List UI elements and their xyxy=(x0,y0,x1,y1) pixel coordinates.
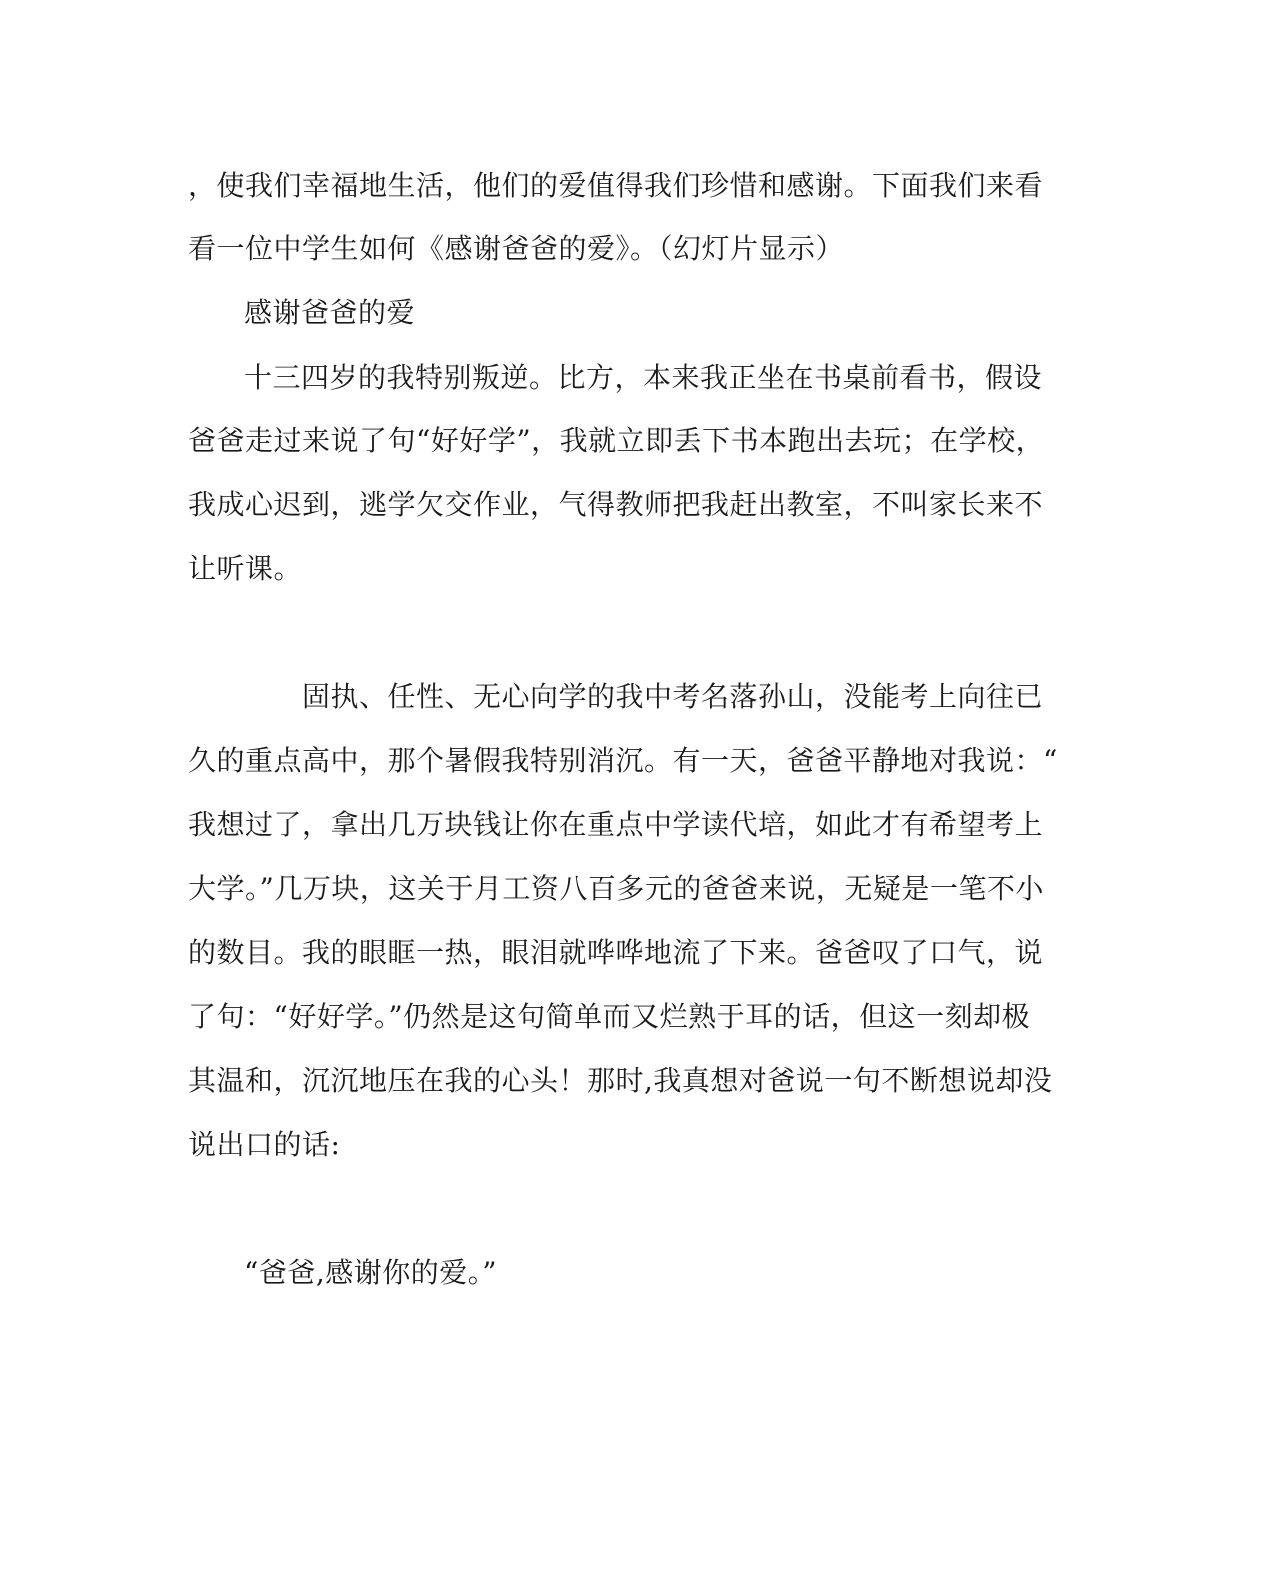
section-heading: 感谢爸爸的爱 xyxy=(244,296,416,329)
text-line: 我成心迟到，逃学欠交作业，气得教师把我赶出教室，不叫家长来不 xyxy=(188,488,1044,521)
text-line: 爸爸走过来说了句“好好学”，我就立即丢下书本跑出去玩；在学校， xyxy=(188,424,1045,457)
text-line: 十三四岁的我特别叛逆。比方，本来我正坐在书桌前看书，假设 xyxy=(244,361,1043,394)
text-line: 其温和，沉沉地压在我的心头！那时,我真想对爸说一句不断想说却没 xyxy=(188,1064,1053,1097)
text-line: 固执、任性、无心向学的我中考名落孙山，没能考上向往已 xyxy=(302,680,1044,713)
text-line: 久的重点高中，那个暑假我特别消沉。有一天，爸爸平静地对我说：“ xyxy=(188,744,1058,777)
text-line: 我想过了，拿出几万块钱让你在重点中学读代培，如此才有希望考上 xyxy=(188,808,1044,841)
text-line: 看一位中学生如何《感谢爸爸的爱》。（幻灯片显示） xyxy=(188,232,845,265)
text-line: 让听课。 xyxy=(188,552,303,585)
closing-quote: “爸爸,感谢你的爱。” xyxy=(244,1256,498,1289)
text-line: 的数目。我的眼眶一热，眼泪就哗哗地流了下来。爸爸叹了口气，说 xyxy=(188,936,1044,969)
text-line: 大学。”几万块，这关于月工资八百多元的爸爸来说，无疑是一笔不小 xyxy=(188,872,1044,905)
text-line: 说出口的话: xyxy=(188,1128,341,1161)
text-line: ，使我们幸福地生活，他们的爱值得我们珍惜和感谢。下面我们来看 xyxy=(188,169,1044,202)
text-line: 了句：“好好学。”仍然是这句简单而又烂熟于耳的话，但这一刻却极 xyxy=(188,1000,1031,1033)
